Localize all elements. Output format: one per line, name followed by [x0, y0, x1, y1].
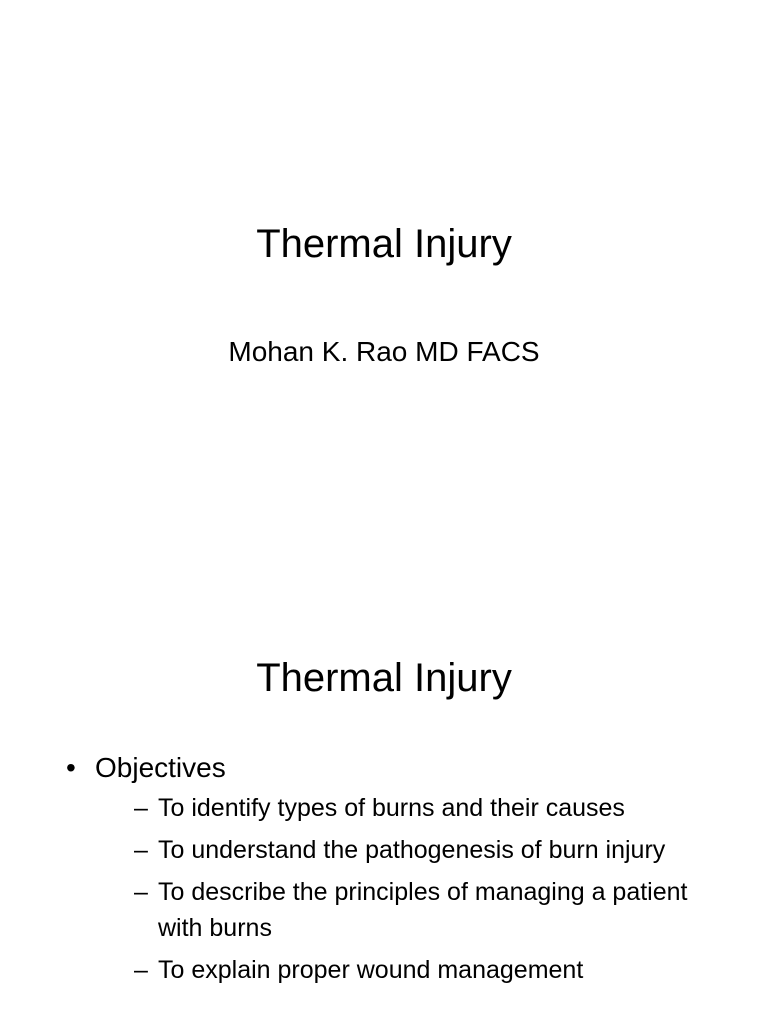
- dash-marker: –: [134, 794, 148, 822]
- dash-marker: –: [134, 956, 148, 984]
- sub-bullet-item: [134, 874, 724, 946]
- sub-bullet-list: [95, 790, 724, 988]
- bullet-marker: •: [66, 752, 76, 783]
- sub-bullet-item: [134, 790, 724, 826]
- objectives-slide: [0, 576, 768, 1024]
- sub-bullet-text: To explain proper wound management: [158, 956, 584, 984]
- bullet-item-objectives: [64, 748, 724, 988]
- sub-bullet-text: To identify types of burns and their causes: [158, 794, 625, 822]
- dash-marker: –: [134, 878, 148, 906]
- sub-bullet-text: To describe the principles of managing a patient with burns: [158, 878, 688, 942]
- bullet-text: Objectives: [95, 752, 226, 783]
- sub-bullet-item: [134, 832, 724, 868]
- slide-title: Thermal Injury: [256, 222, 512, 266]
- sub-bullet-item: [134, 952, 724, 988]
- slide-title: Thermal Injury: [256, 656, 512, 700]
- dash-marker: –: [134, 836, 148, 864]
- sub-bullet-text: To understand the pathogenesis of burn injury: [158, 836, 666, 864]
- bullet-list: [64, 748, 724, 994]
- slide-subtitle-author: Mohan K. Rao MD FACS: [228, 336, 540, 367]
